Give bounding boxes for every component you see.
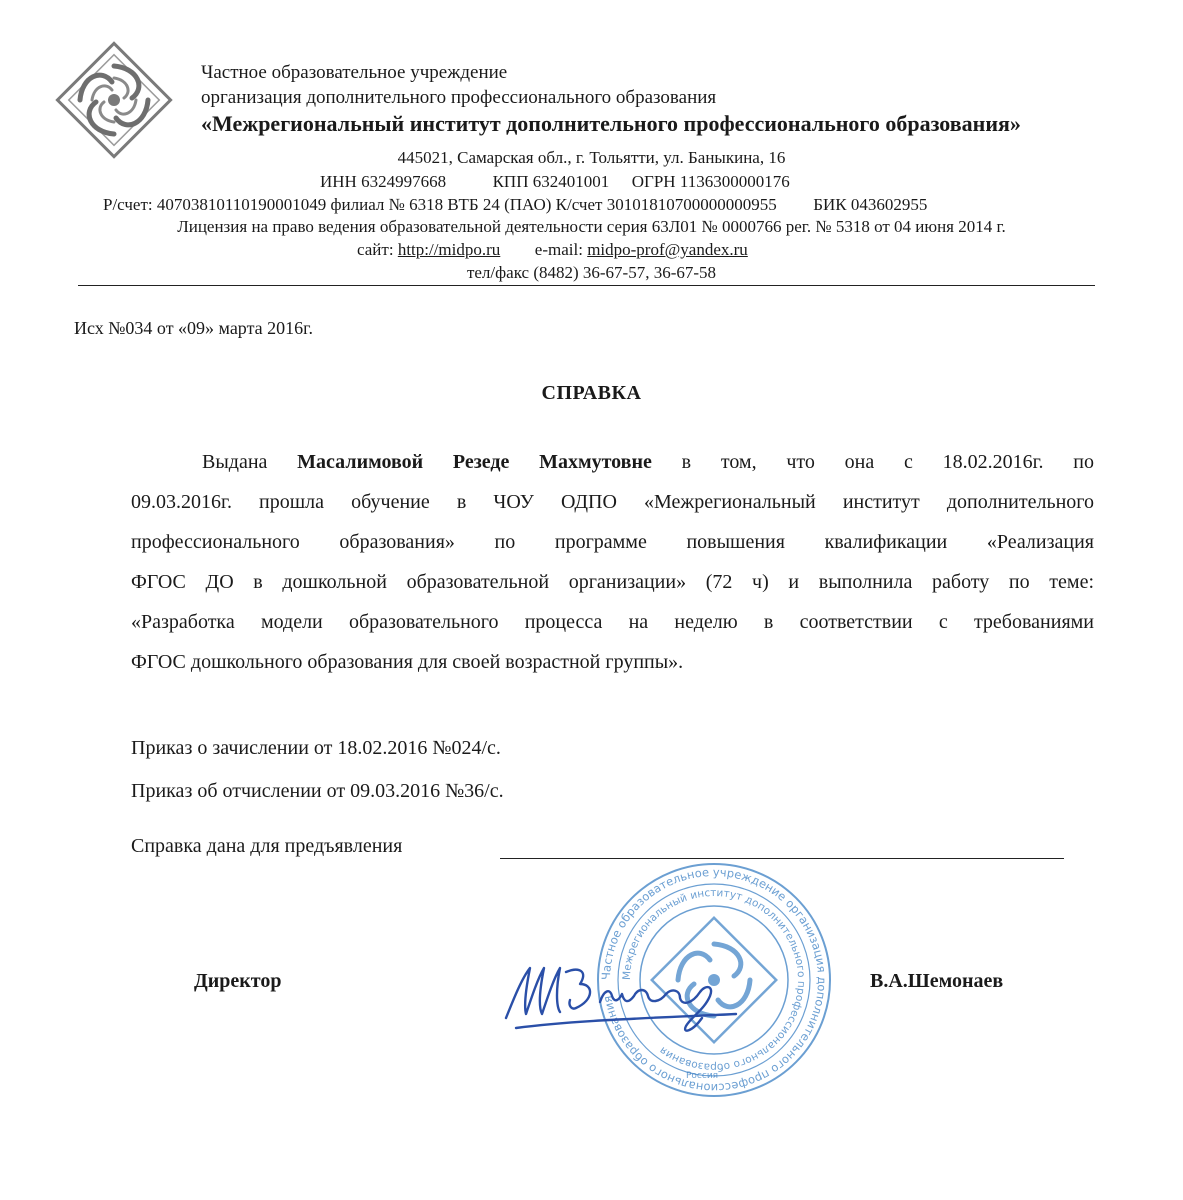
director-name: В.А.Шемонаев xyxy=(870,970,1004,992)
org-kind-line: организация дополнительного профессионального образования xyxy=(201,87,717,108)
purpose-label: Справка дана для предъявления xyxy=(131,835,403,857)
email-label: e-mail: xyxy=(534,240,583,259)
director-title: Директор xyxy=(194,970,282,992)
body-line-6: ФГОС дошкольного образования для своей возрастной группы». xyxy=(131,651,684,673)
body-line-3: профессионального образования» по программе повышения квалификации «Реализация xyxy=(131,531,1094,553)
site-link[interactable]: http://midpo.ru xyxy=(397,240,501,259)
stamp-country: Россия xyxy=(686,1071,719,1081)
body-line-2: 09.03.2016г. прошла обучение в ЧОУ ОДПО «Межрегиональный институт дополнительного xyxy=(131,491,1094,513)
director-signature xyxy=(496,948,746,1044)
inn: ИНН 6324997668 xyxy=(320,172,447,191)
org-address: 445021, Самарская обл., г. Тольятти, ул. Баныкина, 16 xyxy=(397,148,786,167)
org-requisites-line xyxy=(320,171,790,193)
recipient-name: Масалимовой Резеде Махмутовне xyxy=(297,451,652,473)
contacts-line xyxy=(357,239,748,261)
phone-line: тел/факс (8482) 36-67-57, 36-67-58 xyxy=(466,263,717,282)
stamp-inner-text: Межрегиональный институт дополнительного профессионального образования xyxy=(620,886,808,1074)
bank-account: Р/счет: 40703810110190001049 филиал № 6318 ВТБ 24 (ПАО) К/счет 30101810700000000955 xyxy=(103,195,777,214)
email-link[interactable]: midpo-prof@yandex.ru xyxy=(587,240,748,259)
header-divider xyxy=(78,285,1095,286)
bik: БИК 043602955 xyxy=(813,195,928,214)
enrollment-order: Приказ о зачислении от 18.02.2016 №024/с. xyxy=(131,737,501,759)
purpose-blank-line xyxy=(500,858,1064,859)
body-text: Выдана xyxy=(202,451,298,473)
document-title: СПРАВКА xyxy=(541,382,642,404)
site-label: сайт: xyxy=(357,240,394,259)
body-line-4: ФГОС ДО в дошкольной образовательной организации» (72 ч) и выполнила работу по теме: xyxy=(131,571,1094,593)
body-text: в том, что она с 18.02.2016г. по xyxy=(651,451,1094,473)
body-line-5: «Разработка модели образовательного процесса на неделю в соответствии с требованиями xyxy=(131,611,1094,633)
kpp: КПП 632401001 xyxy=(492,172,610,191)
institute-logo-icon xyxy=(52,38,176,162)
expulsion-order: Приказ об отчислении от 09.03.2016 №36/с. xyxy=(131,780,504,802)
ogrn: ОГРН 1136300000176 xyxy=(631,172,790,191)
license-line: Лицензия на право ведения образовательной деятельности серия 63Л01 № 0000766 рег. № 5318 от 04 июня 2014 г. xyxy=(177,217,1006,236)
stamp-outer-text: Частное образовательное учреждение организация дополнительного профессионального образования xyxy=(598,864,830,1096)
body-line-1 xyxy=(202,450,1094,474)
outgoing-number: Исх №034 от «09» марта 2016г. xyxy=(74,318,314,338)
bank-requisites-line xyxy=(103,194,927,216)
org-type-line: Частное образовательное учреждение xyxy=(201,62,508,83)
org-name: «Межрегиональный институт дополнительного профессионального образования» xyxy=(201,111,1021,136)
